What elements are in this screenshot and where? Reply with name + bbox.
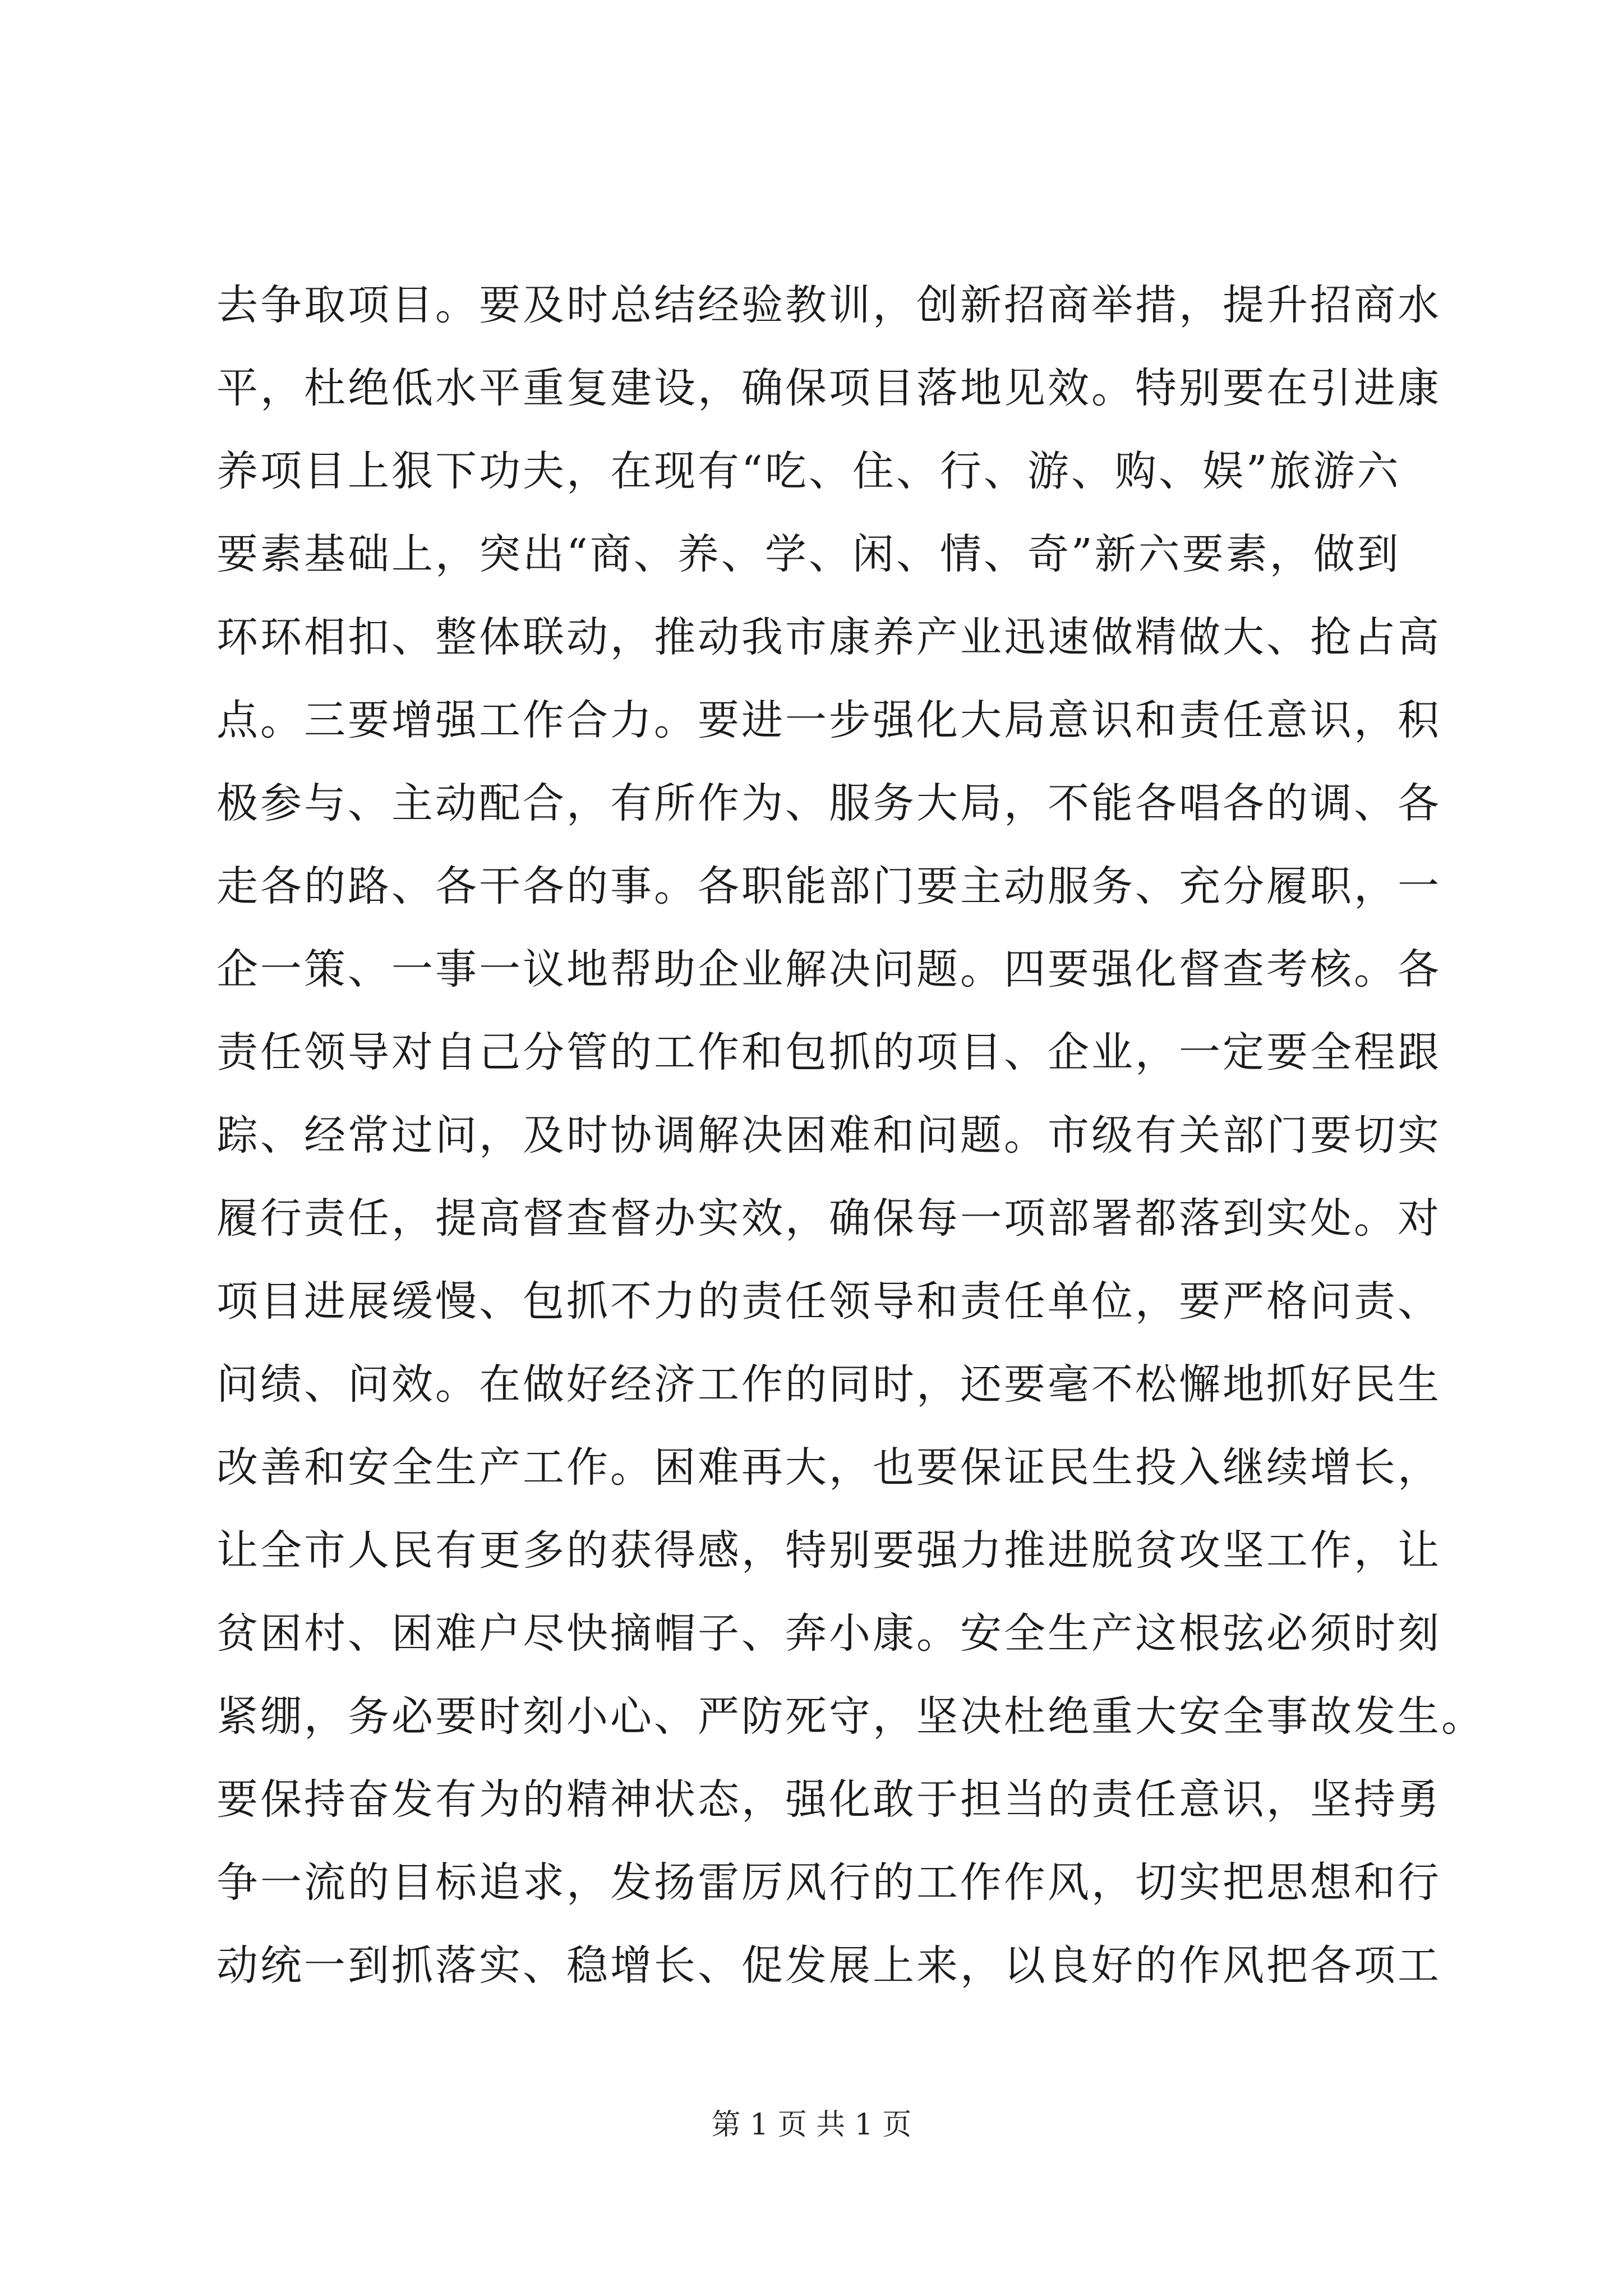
text-line: 走各的路、各干各的事。各职能部门要主动服务、充分履职，一: [216, 862, 1441, 910]
text-line: 责任领导对自己分管的工作和包抓的项目、企业，一定要全程跟: [216, 1028, 1441, 1076]
text-line: 去争取项目。要及时总结经验教训，创新招商举措，提升招商水: [216, 281, 1441, 329]
text-line: 改善和安全生产工作。困难再大，也要保证民生投入继续增长，: [216, 1443, 1441, 1492]
text-line: 极参与、主动配合，有所作为、服务大局，不能各唱各的调、各: [216, 779, 1441, 827]
text-line: 平，杜绝低水平重复建设，确保项目落地见效。特别要在引进康: [216, 364, 1441, 412]
text-line: 履行责任，提高督查督办实效，确保每一项部署都落到实处。对: [216, 1194, 1441, 1243]
text-line: 环环相扣、整体联动，推动我市康养产业迅速做精做大、抢占高: [216, 613, 1441, 661]
page-number-footer: 第 1 页 共 1 页: [711, 2108, 912, 2142]
body-text: [216, 264, 1485, 2007]
text-line: 点。三要增强工作合力。要进一步强化大局意识和责任意识，积: [216, 696, 1441, 744]
text-line: 踪、经常过问，及时协调解决困难和问题。市级有关部门要切实: [216, 1111, 1441, 1159]
text-line: 紧绷，务必要时刻小心、严防死守，坚决杜绝重大安全事故发生。: [216, 1692, 1485, 1741]
text-line: 争一流的目标追求，发扬雷厉风行的工作作风，切实把思想和行: [216, 1858, 1441, 1907]
text-line: 项目进展缓慢、包抓不力的责任领导和责任单位，要严格问责、: [216, 1277, 1441, 1326]
text-line: 要保持奋发有为的精神状态，强化敢于担当的责任意识，坚持勇: [216, 1775, 1441, 1824]
text-line: 贫困村、困难户尽快摘帽子、奔小康。安全生产这根弦必须时刻: [216, 1609, 1441, 1658]
text-line: 让全市人民有更多的获得感，特别要强力推进脱贫攻坚工作，让: [216, 1526, 1441, 1575]
text-line: 问绩、问效。在做好经济工作的同时，还要毫不松懈地抓好民生: [216, 1360, 1441, 1409]
text-line: 养项目上狠下功夫，在现有“吃、住、行、游、购、娱”旅游六: [216, 447, 1401, 495]
text-line: 企一策、一事一议地帮助企业解决问题。四要强化督查考核。各: [216, 945, 1441, 993]
text-line: 要素基础上，突出“商、养、学、闲、情、奇”新六要素，做到: [216, 530, 1401, 578]
text-line: 动统一到抓落实、稳增长、促发展上来，以良好的作风把各项工: [216, 1941, 1441, 1990]
